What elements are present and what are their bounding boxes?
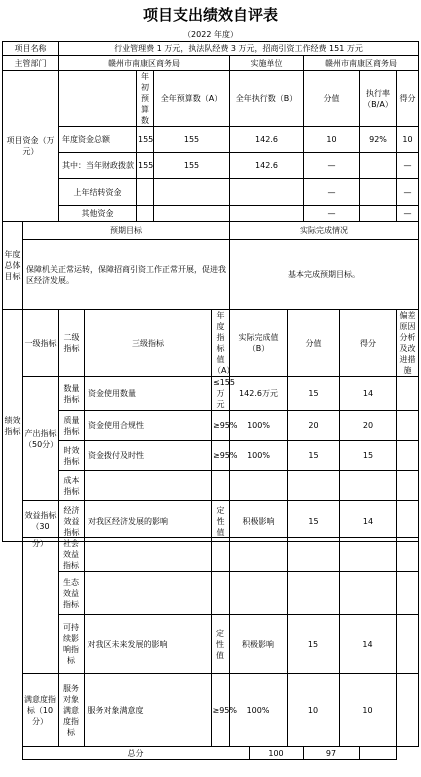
indicator-score: 14 — [340, 377, 397, 411]
indicator-target: ≥95% — [212, 441, 230, 471]
indicator-target: ≥95% — [211, 674, 229, 747]
indicator-actual: 积极影响 — [230, 501, 288, 542]
indicator-score: 14 — [339, 615, 396, 674]
actual-completion-header: 实际完成情况 — [230, 222, 419, 240]
indicator-level3: 对我区经济发展的影响 — [85, 501, 212, 542]
fiscal-year: （2022 年度） — [183, 30, 238, 39]
indicator-reason — [396, 538, 418, 572]
funds-budget — [154, 179, 230, 206]
goals-section-label: 年度总体目标 — [3, 222, 23, 310]
funds-row-label: 其中：当年财政拨款 — [59, 153, 137, 179]
funds-row-label: 其他资金 — [59, 206, 137, 222]
impl-value: 赣州市南康区商务局 — [304, 56, 419, 71]
indicator-reason — [397, 501, 419, 542]
indicator-level3: 资金拨付及时性 — [85, 441, 212, 471]
self-evaluation-table-page-1 — [2, 41, 419, 542]
indicator-score: 15 — [340, 441, 397, 471]
indicator-score — [340, 471, 397, 501]
col-target: 年度指标值（A） — [213, 311, 235, 375]
funds-budget — [154, 206, 230, 222]
funds-row — [3, 206, 419, 222]
funds-row-label: 上年结转资金 — [59, 179, 137, 206]
indicator-target — [212, 471, 230, 501]
col-full-year-exec: 全年执行数（B） — [230, 71, 304, 127]
total-row — [2, 747, 418, 760]
indicator-row — [3, 441, 419, 471]
indicator-actual: 100% — [230, 441, 288, 471]
funds-row — [3, 153, 419, 179]
col-level1: 一级指标 — [23, 310, 59, 377]
indicator-row — [3, 501, 419, 542]
col-full-year-budget: 全年预算数（A） — [154, 71, 230, 127]
indicator-reason — [396, 615, 418, 674]
indicator-level3: 对我区未来发展的影响 — [84, 615, 211, 674]
funds-row-label: 年度资金总额 — [59, 127, 137, 153]
indicator-level2: 时效指标 — [59, 441, 85, 471]
indicator-weight — [288, 471, 340, 501]
indicator-weight — [287, 572, 339, 615]
indicator-level2: 经济效益指标 — [59, 501, 85, 542]
indicator-level2: 社会效益指标 — [58, 538, 84, 572]
indicator-actual: 积极影响 — [229, 615, 287, 674]
indicator-weight: 20 — [288, 411, 340, 441]
indicator-weight: 15 — [287, 615, 339, 674]
funds-row — [3, 179, 419, 206]
funds-score: — — [397, 179, 419, 206]
dept-value: 赣州市南康区商务局 — [59, 56, 230, 71]
col-actual: 实际完成值（B） — [230, 310, 288, 377]
col-level3: 三级指标 — [85, 310, 212, 377]
actual-completion-text: 基本完成预期目标。 — [230, 240, 419, 310]
indicators-section-label: 绩效指标 — [3, 310, 23, 542]
indicator-level2: 数量指标 — [59, 377, 85, 411]
indicator-row — [3, 411, 419, 441]
funds-budget: 155 — [154, 153, 230, 179]
indicator-weight: 10 — [287, 674, 339, 747]
col-level2: 二级指标 — [59, 310, 85, 377]
indicator-reason — [396, 572, 418, 615]
indicator-target — [211, 572, 229, 615]
indicator-target: 定性值 — [212, 501, 230, 542]
output-indicator-label: 产出指标（50分） — [23, 377, 59, 501]
funds-score: — — [397, 153, 419, 179]
indicator-actual — [229, 572, 287, 615]
funds-exec — [230, 179, 304, 206]
funds-score: — — [397, 206, 419, 222]
indicator-weight: 15 — [288, 377, 340, 411]
funds-rate: 92% — [360, 127, 397, 153]
indicator-level2: 服务对象满意度指标 — [58, 674, 84, 747]
project-name-value: 行业管理费 1 万元，执法队经费 3 万元，招商引资工作经费 151 万元 — [59, 42, 419, 56]
indicator-row — [2, 674, 418, 747]
funds-initial — [137, 206, 154, 222]
dept-label: 主管部门 — [3, 56, 59, 71]
funds-weight: — — [304, 153, 360, 179]
satisfaction-indicator-label: 满意度指标（10分） — [22, 674, 58, 747]
funds-header-blank — [59, 71, 137, 127]
total-score: 97 — [303, 747, 359, 760]
funds-rate — [360, 206, 397, 222]
expected-goal-text: 保障机关正常运转，保障招商引资工作正常开展，促进我区经济发展。 — [23, 240, 230, 310]
indicator-target: 定性值 — [211, 615, 229, 674]
impl-label: 实施单位 — [230, 56, 304, 71]
indicator-reason — [397, 377, 419, 411]
funds-exec: 142.6 — [230, 153, 304, 179]
col-score: 得分 — [340, 310, 397, 377]
funds-score: 10 — [397, 127, 419, 153]
indicator-reason — [397, 471, 419, 501]
indicator-actual: 142.6万元 — [230, 377, 288, 411]
indicator-reason — [397, 411, 419, 441]
funds-exec — [230, 206, 304, 222]
indicator-score: 14 — [340, 501, 397, 542]
indicator-score — [339, 538, 396, 572]
col-funds-score: 得分 — [397, 71, 419, 127]
indicator-level3 — [84, 538, 211, 572]
indicator-actual: 100% — [230, 411, 288, 441]
indicator-level2: 成本指标 — [59, 471, 85, 501]
indicator-level3: 服务对象满意度 — [84, 674, 211, 747]
total-weight: 100 — [249, 747, 303, 760]
total-reason — [359, 747, 396, 760]
funds-row — [3, 127, 419, 153]
funds-rate — [360, 179, 397, 206]
indicator-level3 — [84, 572, 211, 615]
indicator-row — [3, 471, 419, 501]
page-title: 项目支出绩效自评表 — [142, 6, 278, 24]
indicator-row — [3, 377, 419, 411]
indicators-continuation-blank — [2, 538, 22, 760]
funds-section-label: 项目资金（万元） — [3, 71, 59, 222]
indicator-level2: 可持续影响指标 — [58, 615, 84, 674]
indicator-weight — [287, 538, 339, 572]
indicator-row — [2, 538, 418, 572]
indicator-level2: 生态效益指标 — [58, 572, 84, 615]
col-score-weight: 分值 — [304, 71, 360, 127]
indicator-row — [2, 572, 418, 615]
col-reason: 偏差原因分析及改进措施 — [397, 310, 419, 377]
self-evaluation-table-page-2 — [2, 537, 419, 760]
project-name-label: 项目名称 — [3, 42, 59, 56]
indicator-target: ≤155万元 — [213, 378, 235, 409]
indicator-actual — [230, 471, 288, 501]
funds-budget: 155 — [154, 127, 230, 153]
indicator-level3: 资金使用数量 — [85, 377, 212, 411]
effect-indicator-label-cont: 分） — [22, 538, 58, 674]
expected-goal-header: 预期目标 — [23, 222, 230, 240]
funds-initial: 155 — [137, 153, 154, 179]
funds-rate — [360, 153, 397, 179]
funds-exec: 142.6 — [230, 127, 304, 153]
funds-weight: — — [304, 206, 360, 222]
funds-weight: — — [304, 179, 360, 206]
indicator-target — [211, 538, 229, 572]
indicator-reason — [397, 441, 419, 471]
indicator-actual — [229, 538, 287, 572]
funds-initial: 155 — [137, 127, 154, 153]
indicator-row — [2, 615, 418, 674]
col-initial-budget: 年初预算数 — [137, 71, 154, 127]
funds-initial — [137, 179, 154, 206]
indicator-reason — [396, 674, 418, 747]
indicator-weight: 15 — [288, 441, 340, 471]
indicator-score: 10 — [339, 674, 396, 747]
indicator-level2: 质量指标 — [59, 411, 85, 441]
indicator-weight: 15 — [288, 501, 340, 542]
indicator-level3 — [85, 471, 212, 501]
indicator-level3: 资金使用合规性 — [85, 411, 212, 441]
total-label: 总分 — [22, 747, 249, 760]
indicator-score: 20 — [340, 411, 397, 441]
indicator-actual: 100% — [229, 674, 287, 747]
indicator-target: ≥95% — [212, 411, 230, 441]
col-exec-rate: 执行率（B/A） — [360, 71, 397, 127]
col-weight: 分值 — [288, 310, 340, 377]
funds-weight: 10 — [304, 127, 360, 153]
effect-indicator-label: 效益指标（30 — [23, 501, 59, 542]
indicator-score — [339, 572, 396, 615]
